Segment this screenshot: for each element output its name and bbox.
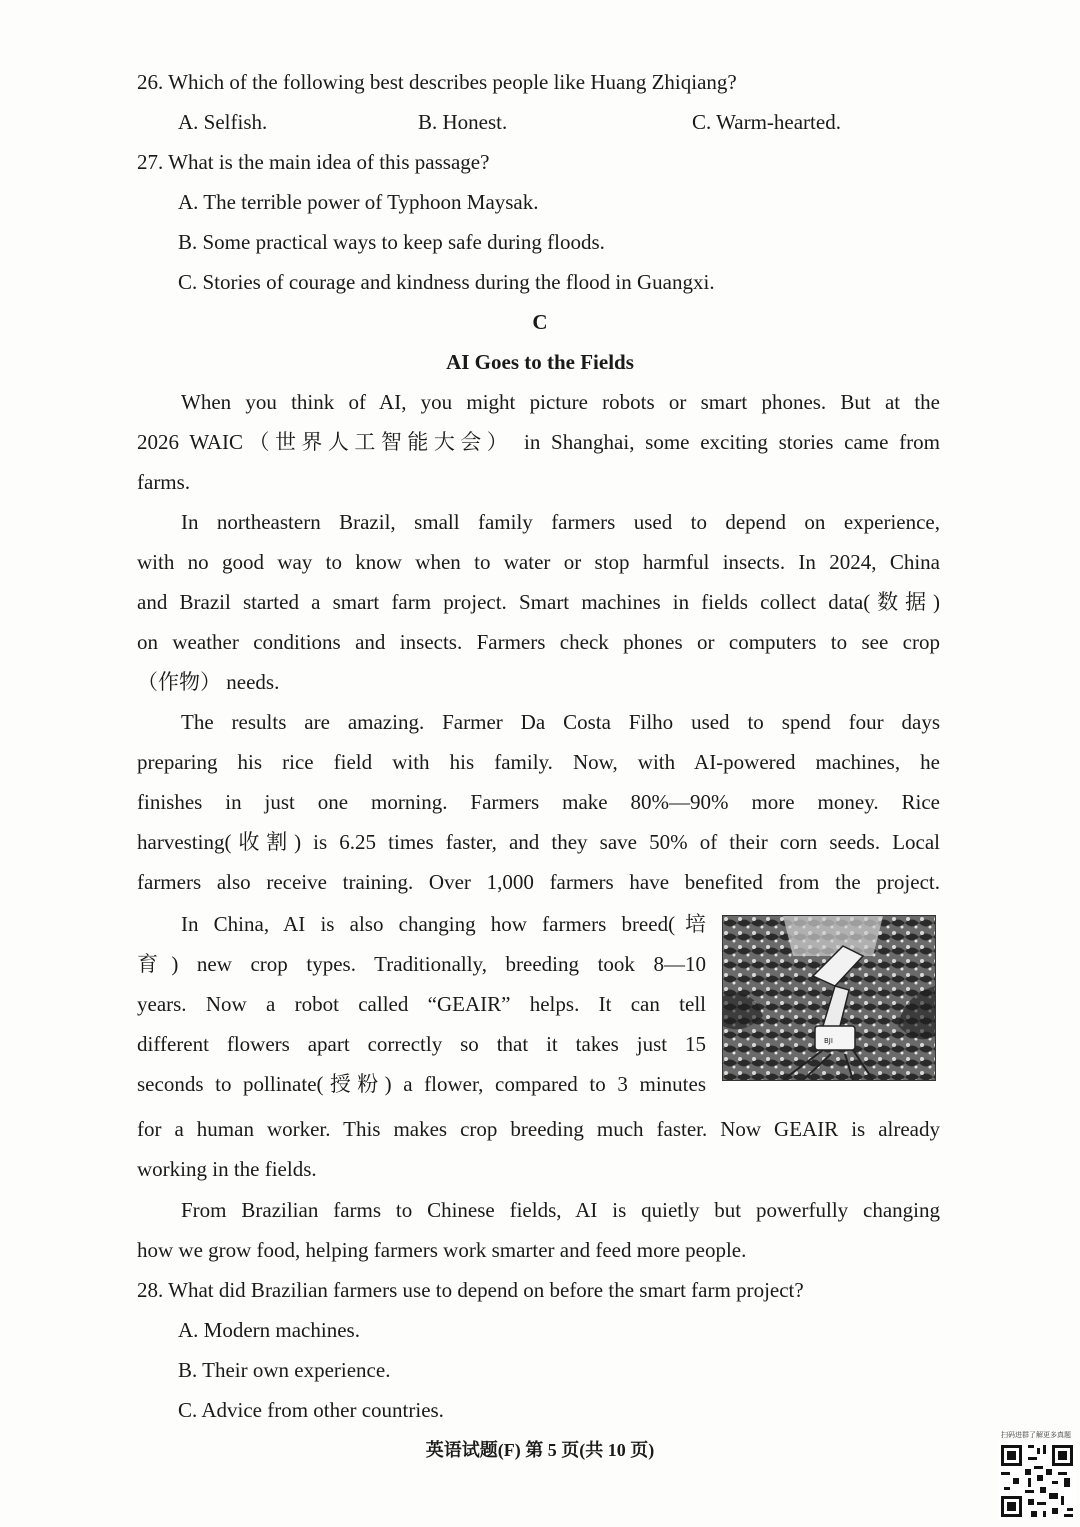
paragraph-4-line-5: seconds to pollinate(授粉) a flower, compared to 3 minutes [137,1072,706,1096]
question-27-stem: 27. What is the main idea of this passage? [137,150,490,174]
paragraph-4-line-4: different flowers apart correctly so that it takes just 15 [137,1032,706,1056]
question-26-option-b: B. Honest. [418,110,508,134]
paragraph-3-line-5: farmers also receive training. Over 1,000 farmers have benefited from the project. [137,870,940,894]
qr-caption: 扫码进群了解更多真题 [1001,1431,1071,1439]
paragraph-4-line-3: years. Now a robot called “GEAIR” helps. It can tell [137,992,706,1016]
paragraph-4-line-7: working in the fields. [137,1157,317,1181]
paragraph-1-line-1: When you think of AI, you might picture robots or smart phones. But at the [181,390,940,414]
question-26-option-a: A. Selfish. [178,110,268,134]
paragraph-3-line-3: finishes in just one morning. Farmers make 80%—90% more money. Rice [137,790,940,814]
robot-field-photo-illustration [723,916,935,1080]
paragraph-1-line-3: farms. [137,470,191,494]
question-27-option-b: B. Some practical ways to keep safe during floods. [178,230,605,254]
passage-title: AI Goes to the Fields [446,350,634,374]
paragraph-2-line-5: （作物） needs. [137,670,280,694]
paragraph-4-line-2: 育) new crop types. Traditionally, breeding took 8—10 [137,952,706,976]
robot-field-photo [722,915,936,1081]
paragraph-5-line-1: From Brazilian farms to Chinese fields, AI is quietly but powerfully changing [181,1198,940,1222]
paragraph-3-line-2: preparing his rice field with his family. Now, with AI-powered machines, he [137,750,940,774]
paragraph-2-line-1: In northeastern Brazil, small family farmers used to depend on experience, [181,510,940,534]
paragraph-3-line-1: The results are amazing. Farmer Da Costa Filho used to spend four days [181,710,940,734]
question-27-option-a: A. The terrible power of Typhoon Maysak. [178,190,539,214]
question-26-stem: 26. Which of the following best describes people like Huang Zhiqiang? [137,70,737,94]
svg-text:BJI: BJI [824,1037,833,1045]
paragraph-2-line-2: with no good way to know when to water or stop harmful insects. In 2024, China [137,550,940,574]
paragraph-1-line-2: 2026 WAIC（世界人工智能大会） in Shanghai, some exciting stories came from [137,430,940,454]
section-letter: C [532,310,548,334]
question-26-option-c: C. Warm-hearted. [692,110,841,134]
page-footer: 英语试题(F) 第 5 页(共 10 页) [425,1440,655,1460]
question-28-stem: 28. What did Brazilian farmers use to depend on before the smart farm project? [137,1278,804,1302]
paragraph-2-line-3: and Brazil started a smart farm project. Smart machines in fields collect data(数据) [137,590,940,614]
question-28-option-b: B. Their own experience. [178,1358,391,1382]
question-28-option-c: C. Advice from other countries. [178,1398,444,1422]
paragraph-5-line-2: how we grow food, helping farmers work smarter and feed more people. [137,1238,747,1262]
paragraph-3-line-4: harvesting(收割) is 6.25 times faster, and they save 50% of their corn seeds. Local [137,830,940,854]
question-28-option-a: A. Modern machines. [178,1318,360,1342]
question-27-option-c: C. Stories of courage and kindness during the flood in Guangxi. [178,270,715,294]
paragraph-4-line-6: for a human worker. This makes crop breeding much faster. Now GEAIR is already [137,1117,940,1141]
qr-code-icon [998,1442,1076,1520]
paragraph-4-line-1: In China, AI is also changing how farmers breed(培 [181,912,706,936]
paragraph-2-line-4: on weather conditions and insects. Farmers check phones or computers to see crop [137,630,940,654]
